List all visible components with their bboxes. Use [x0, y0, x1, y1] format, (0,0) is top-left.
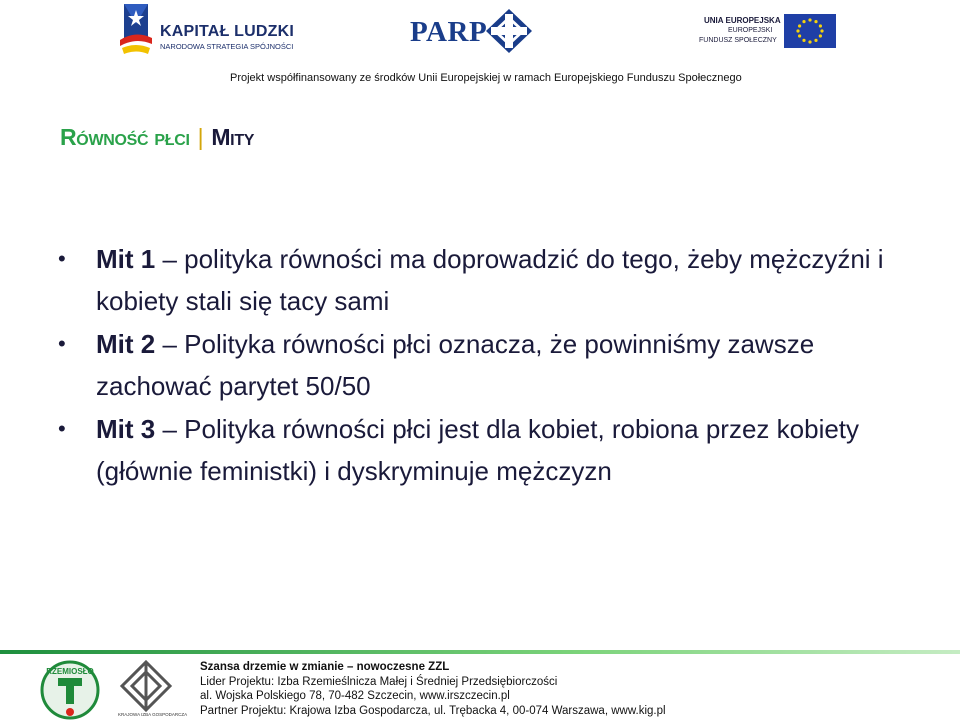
footer-project-name: Szansa drzemie w zmianie – nowoczesne ZZL — [200, 661, 450, 673]
slide-title — [60, 124, 254, 151]
myth-text: – Polityka równości płci oznacza, że powinniśmy zawsze zachować parytet 50/50 — [96, 329, 815, 401]
footer-leader-address: al. Wojska Polskiego 78, 70-482 Szczecin, www.irszczecin.pl — [200, 690, 510, 702]
kig-emblem-icon — [118, 660, 174, 712]
myth-lead: Mit 3 — [96, 414, 156, 444]
rzemioslo-logo — [38, 660, 102, 720]
title-part-equality: Równość płci — [60, 124, 190, 150]
myth-item-1 — [58, 238, 918, 322]
eu-logo — [694, 14, 844, 50]
kapital-ludzki-subtitle: NARODOWA STRATEGIA SPÓJNOŚCI — [160, 42, 294, 51]
eu-line1: UNIA EUROPEJSKA — [704, 16, 781, 25]
project-cofinancing-note: Projekt współfinansowany ze środków Unii Europejskiej w ramach Europejskiego Funduszu Społecznego — [230, 72, 742, 84]
myth-lead: Mit 1 — [96, 244, 156, 274]
footer-leader: Lider Projektu: Izba Rzemieślnicza Małej i Średniej Przedsiębiorczości — [200, 675, 558, 688]
title-part-myths: Mity — [211, 124, 255, 150]
footer-partner: Partner Projektu: Krajowa Izba Gospodarcza, ul. Trębacka 4, 00-074 Warszawa, www.kig.pl — [200, 704, 666, 717]
parp-diamond-icon — [485, 8, 533, 54]
myths-list — [58, 238, 918, 493]
kig-caption: KRAJOWA IZBA GOSPODARCZA — [118, 712, 188, 717]
eu-flag-icon — [784, 14, 836, 48]
bullet-marker: • — [58, 416, 66, 441]
myth-text: – polityka równości ma doprowadzić do tego, żeby mężczyźni i kobiety stali się tacy sami — [96, 244, 884, 316]
myth-item-3 — [58, 408, 918, 492]
myth-lead: Mit 2 — [96, 329, 156, 359]
parp-logo — [410, 8, 530, 54]
myth-item-2 — [58, 323, 918, 407]
myth-text: – Polityka równości płci jest dla kobiet, robiona przez kobiety (głównie feministki) i dyskryminuje mężczyzn — [96, 414, 860, 486]
title-separator: | — [197, 124, 204, 150]
bullet-marker: • — [58, 331, 66, 356]
parp-name: PARP — [410, 16, 488, 48]
kapital-ludzki-mark-icon — [118, 4, 154, 58]
footer-divider — [0, 650, 960, 654]
eu-line3: FUNDUSZ SPOŁECZNY — [699, 37, 777, 44]
kapital-ludzki-logo — [118, 4, 293, 58]
kig-logo — [118, 660, 188, 722]
eu-line2: EUROPEJSKI — [728, 27, 773, 34]
footer-project-info — [200, 660, 666, 718]
bullet-marker: • — [58, 246, 66, 271]
rzemioslo-label: RZEMIOSŁO — [46, 667, 94, 676]
kapital-ludzki-name: KAPITAŁ LUDZKI — [160, 23, 295, 40]
